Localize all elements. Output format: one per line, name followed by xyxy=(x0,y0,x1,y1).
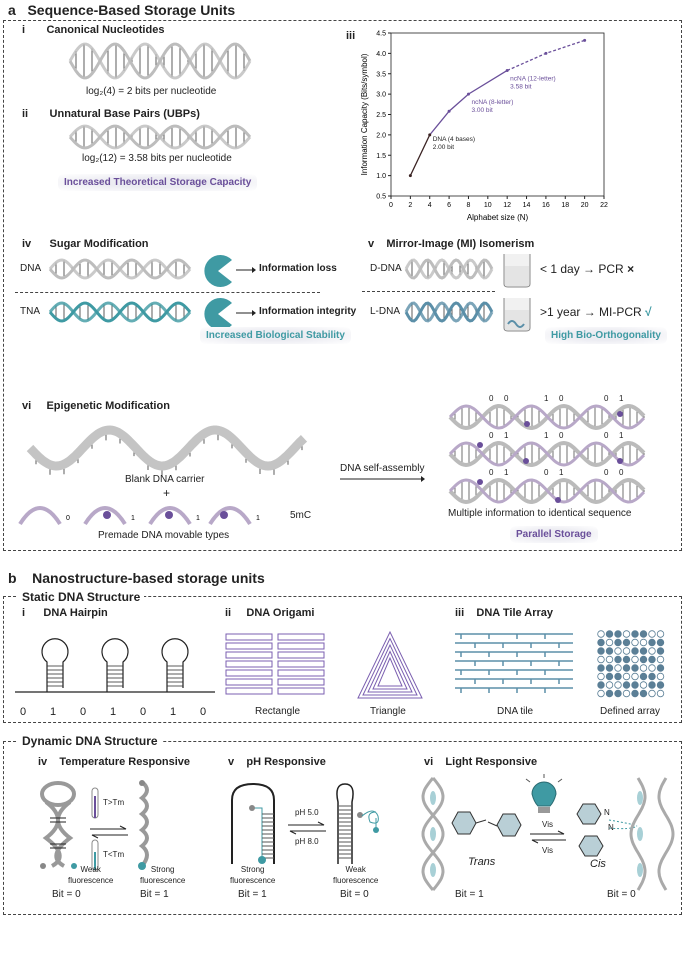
bit-label: 1 xyxy=(256,515,260,522)
bit-label: 0 xyxy=(200,706,207,718)
storage-helix xyxy=(450,404,650,430)
data-point xyxy=(448,110,451,113)
empty-tile xyxy=(640,682,647,689)
divider xyxy=(15,292,320,293)
empty-tile xyxy=(598,656,605,663)
temperature-title: iv Temperature Responsive xyxy=(38,756,191,768)
storage-helix xyxy=(450,441,650,467)
data-point xyxy=(544,52,547,55)
equilibrium-arrows-icon xyxy=(530,831,566,843)
annotation: 2.00 bit xyxy=(432,143,455,151)
intercalator xyxy=(637,827,643,841)
result-label: Multiple information to identical sequence xyxy=(448,508,632,519)
plus-sign: + xyxy=(163,486,171,500)
dynamic-title: Dynamic DNA Structure xyxy=(18,734,162,748)
empty-tile xyxy=(606,639,613,646)
bit-label: 1 xyxy=(196,515,200,522)
filled-tile xyxy=(640,690,647,697)
helix-strand xyxy=(226,670,272,676)
x-tick-label: 14 xyxy=(522,202,531,209)
array-label: Defined array xyxy=(600,706,661,717)
cold-label: T<Tm xyxy=(103,850,125,859)
section-title: Sequence-Based Storage Units xyxy=(27,2,236,18)
bit-label: 0 xyxy=(604,431,609,440)
hot-label: T>Tm xyxy=(103,798,125,807)
bit-label: 0 xyxy=(489,431,494,440)
origami-triangle xyxy=(355,628,425,702)
empty-tile xyxy=(623,673,630,680)
l-dna-helix xyxy=(406,301,492,323)
hairpin xyxy=(42,639,68,692)
bit-label: 0 xyxy=(559,431,564,440)
filled-tile xyxy=(649,639,656,646)
bit-label: 0 xyxy=(20,706,27,718)
origami-rectangle xyxy=(226,634,326,700)
backbone xyxy=(30,430,304,466)
methyl-group xyxy=(477,442,483,448)
x-tick-label: 10 xyxy=(483,202,492,209)
filled-tile xyxy=(598,682,605,689)
nuclease-icon xyxy=(198,297,234,331)
filled-tile xyxy=(598,639,605,646)
filled-tile xyxy=(606,631,613,638)
y-tick-label: 0.5 xyxy=(376,193,386,201)
data-point xyxy=(583,39,586,42)
movable-type xyxy=(210,502,260,526)
bit-label: 1 xyxy=(559,468,564,477)
bit-label: Bit = 0 xyxy=(52,889,81,900)
strong-fluorescence-label: Strong fluorescence xyxy=(140,865,186,885)
data-point xyxy=(409,174,412,177)
bit-label: Bit = 1 xyxy=(455,889,484,900)
y-tick-label: 1.5 xyxy=(376,152,386,160)
arrow-icon xyxy=(236,310,256,316)
helix-strand xyxy=(226,634,272,640)
beaker-icon xyxy=(500,252,534,288)
y-tick-label: 2.0 xyxy=(376,132,386,140)
methyl-group xyxy=(617,458,623,464)
bit-label: 1 xyxy=(504,468,509,477)
dna-helix xyxy=(50,258,190,280)
filled-tile xyxy=(632,631,639,638)
bit-label: 0 xyxy=(80,706,87,718)
storage-helix xyxy=(450,478,650,504)
x-tick-label: 6 xyxy=(447,202,452,209)
filled-tile xyxy=(640,673,647,680)
azobenzene-trans-icon xyxy=(450,808,525,840)
tna-label: TNA xyxy=(20,306,40,317)
l-dna-result: >1 year → MI-PCR √ xyxy=(540,305,652,319)
bit-label: 1 xyxy=(619,394,624,403)
nuclease-icon xyxy=(198,254,234,288)
x-tick-label: 18 xyxy=(561,202,570,209)
filled-tile xyxy=(623,665,630,672)
filled-tile xyxy=(615,631,622,638)
5mc-label: 5mC xyxy=(290,510,312,521)
methyl-group xyxy=(103,511,111,519)
dna-tile xyxy=(455,630,575,698)
y-tick-label: 4.5 xyxy=(376,30,386,38)
biological-stability-badge: Increased Biological Stability xyxy=(200,327,351,344)
filled-tile xyxy=(623,656,630,663)
dna-duplex-left xyxy=(420,778,446,890)
empty-tile xyxy=(649,665,656,672)
filled-tile xyxy=(623,639,630,646)
triangle-strand xyxy=(358,632,422,698)
filled-tile xyxy=(657,682,664,689)
panel-vi-title: vi Epigenetic Modification xyxy=(22,400,170,412)
dna-result: Information loss xyxy=(259,263,337,274)
filled-tile xyxy=(632,690,639,697)
empty-tile xyxy=(632,673,639,680)
empty-tile xyxy=(623,648,630,655)
methyl-group xyxy=(477,479,483,485)
tna-helix xyxy=(50,301,190,323)
empty-tile xyxy=(623,631,630,638)
bit-label: Bit = 1 xyxy=(238,889,267,900)
empty-tile xyxy=(606,682,613,689)
data-point xyxy=(428,133,431,136)
backbone xyxy=(406,303,492,321)
bit-label: 1 xyxy=(544,431,549,440)
bit-label: 1 xyxy=(50,706,57,718)
d-dna-label: D-DNA xyxy=(370,263,402,274)
bit-label: 1 xyxy=(544,394,549,403)
x-tick-label: 8 xyxy=(466,202,471,209)
empty-tile xyxy=(598,690,605,697)
methyl-group xyxy=(524,421,530,427)
self-assembly-label: DNA self-assembly xyxy=(340,463,425,474)
beaker-icon xyxy=(500,296,534,332)
empty-tile xyxy=(657,673,664,680)
methyl-group xyxy=(617,411,623,417)
dna-duplex-right xyxy=(630,778,674,890)
intercalator xyxy=(637,791,643,805)
empty-tile xyxy=(640,665,647,672)
y-tick-label: 3.0 xyxy=(376,91,386,99)
n-atom-label: N xyxy=(604,808,610,817)
capacity-chart xyxy=(0,0,685,230)
bit-label: 1 xyxy=(110,706,117,718)
empty-tile xyxy=(649,648,656,655)
filled-tile xyxy=(615,673,622,680)
x-tick-label: 4 xyxy=(427,202,432,209)
strand xyxy=(20,508,60,524)
helix-strand xyxy=(226,679,272,685)
bit-label: 1 xyxy=(619,431,624,440)
cis-label: Cis xyxy=(590,858,606,870)
methyl-group xyxy=(165,511,173,519)
x-tick-label: 22 xyxy=(600,202,608,209)
arrow-icon xyxy=(340,476,425,482)
single-strand-icon xyxy=(136,780,156,872)
filled-tile xyxy=(606,648,613,655)
x-axis-label: Alphabet size (N) xyxy=(466,213,529,222)
bit-label: 1 xyxy=(131,515,135,522)
panel-v-title: v Mirror-Image (MI) Isomerism xyxy=(368,238,535,250)
bit-label: 0 xyxy=(604,394,609,403)
bit-label: 0 xyxy=(66,515,70,522)
annotation: ncNA (12-letter) xyxy=(510,75,556,83)
helix-strand xyxy=(278,661,324,667)
empty-tile xyxy=(640,639,647,646)
triplex-hairpin-icon xyxy=(228,780,278,864)
helix-strand xyxy=(278,688,324,694)
filled-tile xyxy=(657,648,664,655)
y-tick-label: 2.5 xyxy=(376,112,386,119)
bit-label: 0 xyxy=(489,394,494,403)
helix-strand xyxy=(278,634,324,640)
bio-orthogonality-badge: High Bio-Orthogonality xyxy=(545,327,667,344)
filled-tile xyxy=(632,648,639,655)
bit-label: Bit = 0 xyxy=(340,889,369,900)
empty-tile xyxy=(598,673,605,680)
empty-tile xyxy=(657,656,664,663)
x-tick-label: 20 xyxy=(580,202,589,209)
empty-tile xyxy=(649,690,656,697)
filled-tile xyxy=(649,673,656,680)
canonical-formula: log₂(4) = 2 bits per nucleotide xyxy=(86,86,217,97)
bit-label: 1 xyxy=(504,431,509,440)
projected-series-line xyxy=(507,40,584,70)
bit-label: 0 xyxy=(140,706,147,718)
ph-8-label: pH 8.0 xyxy=(295,837,319,846)
x-tick-label: 0 xyxy=(389,202,393,209)
filled-tile xyxy=(640,648,647,655)
ubp-formula: log₂(12) = 3.58 bits per nucleotide xyxy=(82,153,232,164)
bit-label: 0 xyxy=(504,394,509,403)
helix-strand xyxy=(226,688,272,694)
methyl-group xyxy=(523,458,529,464)
filled-tile xyxy=(598,665,605,672)
empty-tile xyxy=(598,631,605,638)
divider xyxy=(362,291,495,292)
filled-tile xyxy=(632,682,639,689)
storage-capacity-badge: Increased Theoretical Storage Capacity xyxy=(58,174,257,191)
tile-title: iii DNA Tile Array xyxy=(455,607,554,619)
filled-tile xyxy=(615,690,622,697)
strand xyxy=(210,508,250,524)
rectangle-label: Rectangle xyxy=(255,706,301,717)
bit-label: 0 xyxy=(604,468,609,477)
static-title: Static DNA Structure xyxy=(18,590,144,604)
empty-tile xyxy=(623,690,630,697)
annotation: DNA (4 bases) xyxy=(432,135,476,143)
equilibrium-arrows-icon xyxy=(90,826,128,838)
helix-strand xyxy=(278,670,324,676)
bit-label: 0 xyxy=(544,468,549,477)
hairpin-duplex-icon xyxy=(38,780,78,870)
bit-label: 0 xyxy=(489,468,494,477)
section-letter: a xyxy=(8,2,16,18)
empty-tile xyxy=(632,656,639,663)
l-dna-label: L-DNA xyxy=(370,306,401,317)
hairpin-diagram xyxy=(15,630,215,700)
filled-tile xyxy=(632,665,639,672)
ph-title: v pH Responsive xyxy=(228,756,326,768)
filled-tile xyxy=(657,639,664,646)
methyl-group xyxy=(220,511,228,519)
filled-tile xyxy=(649,682,656,689)
empty-tile xyxy=(615,648,622,655)
empty-tile xyxy=(657,631,664,638)
annotation: 3.00 bit xyxy=(471,107,493,115)
movable-type xyxy=(20,502,70,526)
ph-5-label: pH 5.0 xyxy=(295,808,319,817)
defined-array xyxy=(597,630,667,700)
triangle-label: Triangle xyxy=(370,706,406,717)
empty-tile xyxy=(615,665,622,672)
bit-label: Bit = 0 xyxy=(607,889,636,900)
bit-label: Bit = 1 xyxy=(140,889,169,900)
blank-dna-carrier xyxy=(30,428,305,468)
filled-tile xyxy=(657,665,664,672)
intercalator xyxy=(430,827,436,841)
y-tick-label: 4.0 xyxy=(376,50,386,58)
hairpin xyxy=(162,639,188,692)
vis-label: Vis xyxy=(542,820,553,829)
tna-result: Information integrity xyxy=(259,306,357,317)
thermometer-hot-icon xyxy=(90,788,100,822)
helix-strand xyxy=(226,652,272,658)
filled-tile xyxy=(606,673,613,680)
strand xyxy=(659,778,673,890)
movable-type xyxy=(150,502,200,526)
equilibrium-arrows-icon xyxy=(288,822,326,834)
empty-tile xyxy=(657,690,664,697)
filled-tile xyxy=(598,648,605,655)
intercalator xyxy=(430,791,436,805)
empty-tile xyxy=(632,639,639,646)
d-dna-result: < 1 day → PCR × xyxy=(540,262,635,276)
empty-tile xyxy=(615,682,622,689)
plot-frame xyxy=(391,33,604,196)
y-axis-label: Information Capacity (Bits/symbol) xyxy=(360,53,369,176)
x-tick-label: 2 xyxy=(408,202,413,209)
annotation: ncNA (8-letter) xyxy=(471,99,514,107)
helix-strand xyxy=(278,652,324,658)
backbone xyxy=(50,303,190,321)
types-label: Premade DNA movable types xyxy=(98,530,230,541)
empty-tile xyxy=(606,656,613,663)
backbone xyxy=(406,260,492,278)
x-tick-label: 16 xyxy=(542,202,550,209)
helix-strand xyxy=(278,679,324,685)
data-point xyxy=(467,93,470,96)
light-bulb-icon xyxy=(526,778,562,818)
parallel-storage-badge: Parallel Storage xyxy=(510,526,598,543)
panel-iii-label: iii xyxy=(346,30,356,42)
vis-label: Vis xyxy=(542,846,553,855)
empty-tile xyxy=(649,631,656,638)
movable-type xyxy=(85,502,135,526)
filled-tile xyxy=(606,690,613,697)
backbone xyxy=(50,260,190,278)
y-tick-label: 3.5 xyxy=(376,71,386,79)
section-b-header: b Nanostructure-based storage units xyxy=(8,570,265,586)
tile-label: DNA tile xyxy=(497,706,534,717)
bit-label: 0 xyxy=(559,394,564,403)
arrow-icon xyxy=(236,267,256,273)
n-atom-label: N xyxy=(608,823,614,832)
panel-i-title: i Canonical Nucleotides xyxy=(22,24,165,36)
carrier-label: Blank DNA carrier xyxy=(125,474,205,485)
methyl-group xyxy=(555,497,561,503)
helix-strand xyxy=(226,661,272,667)
helix-strand xyxy=(278,643,324,649)
hairpin-title: i DNA Hairpin xyxy=(22,607,108,619)
helix-strand xyxy=(226,643,272,649)
dna-series-line xyxy=(410,135,429,176)
filled-tile xyxy=(615,656,622,663)
panel-iv-title: iv Sugar Modification xyxy=(22,238,149,250)
filled-tile xyxy=(640,631,647,638)
filled-tile xyxy=(623,682,630,689)
y-tick-label: 1.0 xyxy=(376,173,386,181)
bit-label: 0 xyxy=(619,468,624,477)
intercalator xyxy=(430,863,436,877)
bit-label: 1 xyxy=(170,706,177,718)
trans-label: Trans xyxy=(468,856,496,868)
intercalator xyxy=(637,863,643,877)
x-tick-label: 12 xyxy=(503,202,512,209)
filled-tile xyxy=(649,656,656,663)
panel-ii-title: ii Unnatural Base Pairs (UBPs) xyxy=(22,108,200,120)
d-dna-helix xyxy=(406,258,492,280)
hairpin xyxy=(102,639,128,692)
annotation: 3.58 bit xyxy=(510,83,532,91)
dna-label: DNA xyxy=(20,263,42,274)
origami-title: ii DNA Origami xyxy=(225,607,315,619)
filled-tile xyxy=(615,639,622,646)
strong-fluorescence-label: Strong fluorescence xyxy=(230,865,276,885)
filled-tile xyxy=(606,665,613,672)
weak-fluorescence-label: Weak fluorescence xyxy=(333,865,379,885)
filled-tile xyxy=(640,656,647,663)
data-point xyxy=(506,69,509,72)
light-title: vi Light Responsive xyxy=(424,756,538,768)
weak-fluorescence-label: Weak fluorescence xyxy=(68,865,114,885)
hairpin-open-icon xyxy=(330,780,390,864)
